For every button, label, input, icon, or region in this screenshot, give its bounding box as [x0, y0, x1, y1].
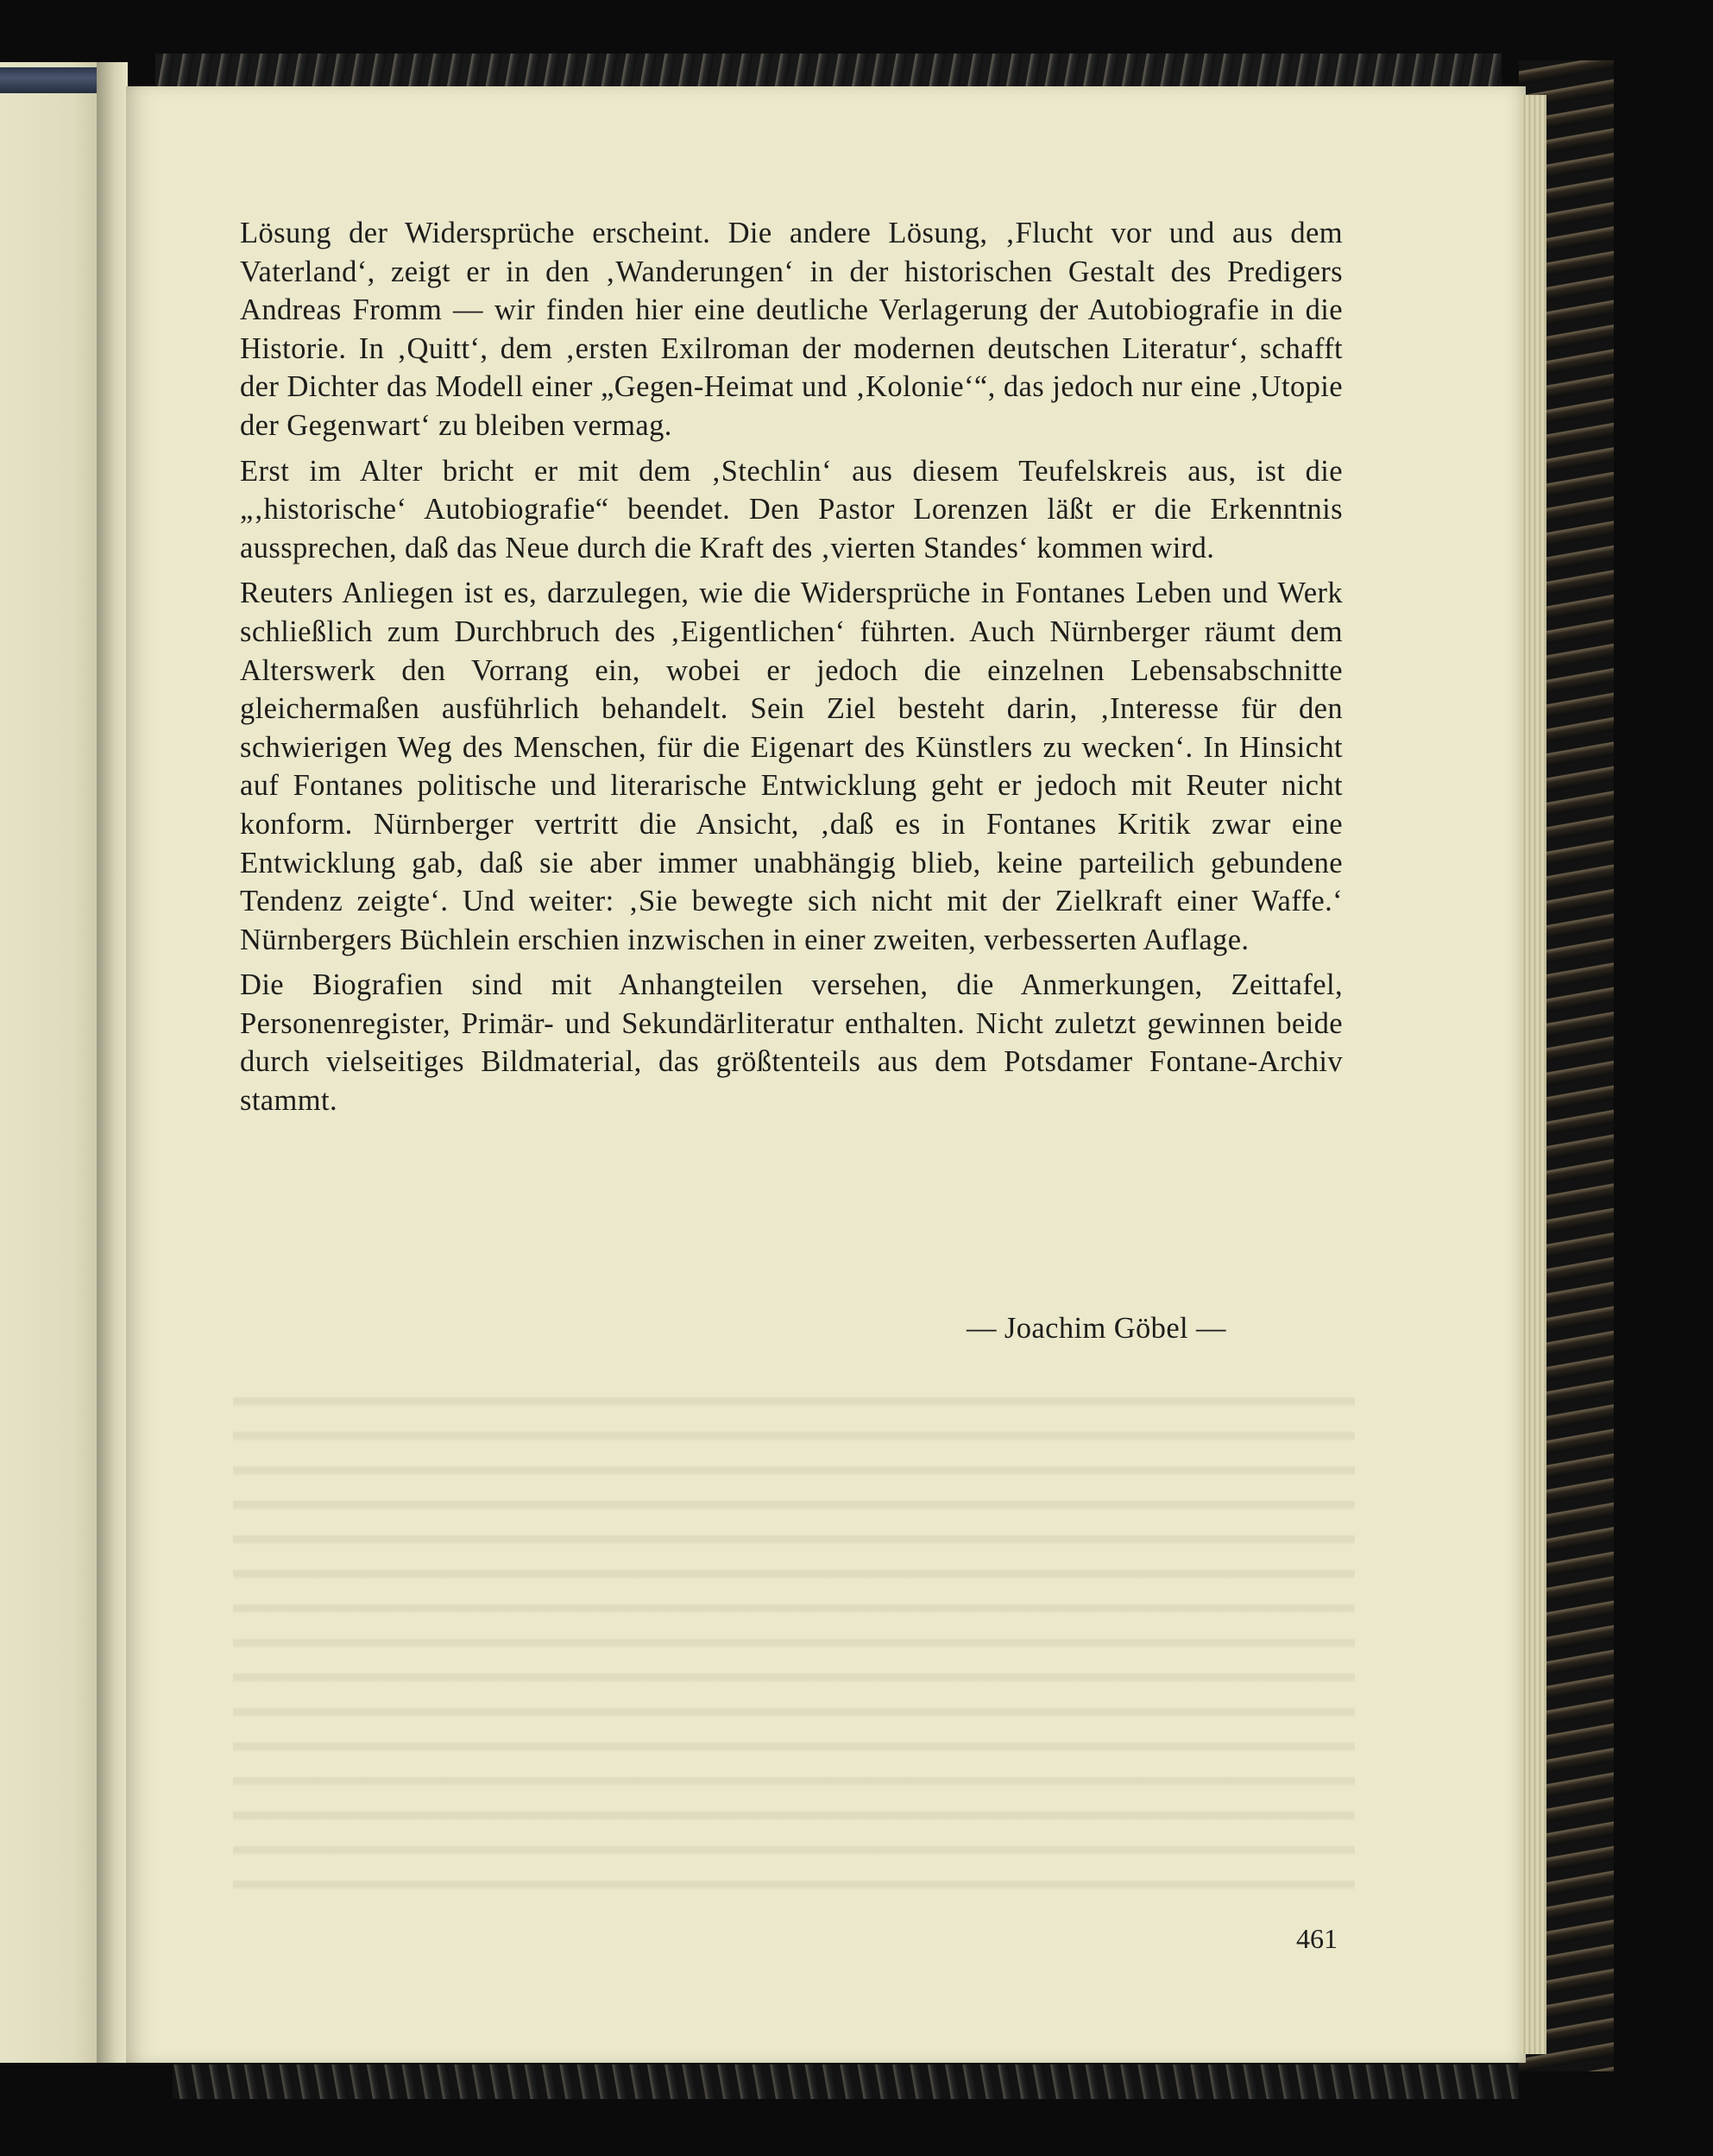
show-through-text — [233, 1372, 1355, 1890]
author-signature: — Joachim Göbel — — [967, 1312, 1226, 1345]
facing-page-edge — [0, 62, 104, 2063]
paragraph: Lösung der Widersprüche erscheint. Die andere Lösung, ‚Flucht vor und aus dem Vaterland‘, zeigt er in den ‚Wanderungen‘ in der historischen Gestalt des Predigers Andreas Fromm — wir finden hier eine deutliche Verlagerung der Autobiografie in die Historie. In ‚Quitt‘, dem ‚ersten Exilroman der modernen deutschen Literatur‘, schafft der Dichter das Modell einer „Gegen-Heimat und ‚Kolonie‘“, das jedoch nur eine ‚Utopie der Gegenwart‘ zu bleiben vermag. — [240, 217, 1343, 442]
page-stack-edge — [1521, 95, 1546, 2054]
book-edge-top — [155, 54, 1502, 90]
book-edge-bottom — [173, 2065, 1519, 2099]
book-cover-band — [0, 67, 99, 93]
book-gutter — [97, 62, 128, 2063]
page-number: 461 — [1296, 1923, 1338, 1954]
paragraph: Die Biografien sind mit Anhangteilen versehen, die Anmerkungen, Zeittafel, Personenregister, Primär- und Sekundärliteratur enthalten. Nicht zuletzt gewinnen beide durch vielseitiges Bildmaterial, das größtenteils aus dem Potsdamer Fontane-Archiv stammt. — [240, 968, 1343, 1118]
paragraph: Reuters Anliegen ist es, darzulegen, wie die Widersprüche in Fontanes Leben und Werk schließlich zum Durchbruch des ‚Eigentlichen‘ führten. Auch Nürnberger räumt dem Alterswerk den Vorrang ein, wobei er jedoch die einzelnen Lebensabschnitte gleichermaßen ausführlich behandelt. Sein Ziel besteht darin, ‚Interesse für den schwierigen Weg des Menschen, für die Eigenart des Künstlers zu wecken‘. In Hinsicht auf Fontanes politische und literarische Entwicklung geht er jedoch mit Reuter nicht konform. Nürnberger vertritt die Ansicht, ‚daß es in Fontanes Kritik zwar eine Entwicklung gab, daß sie aber immer unabhängig blieb, keine parteilich gebundene Tendenz zeigte‘. Und weiter: ‚Sie bewegte sich nicht mit der Zielkraft einer Waffe.‘ Nürnbergers Büchlein erschien inzwischen in einer zweiten, verbesserten Auflage. — [240, 577, 1343, 956]
paragraph: Erst im Alter bricht er mit dem ‚Stechlin‘ aus diesem Teufelskreis aus, ist die „‚historische‘ Autobiografie“ beendet. Den Pastor Lorenzen läßt er die Erkenntnis aussprechen, daß das Neue durch die Kraft des ‚vierten Standes‘ kommen wird. — [240, 454, 1343, 564]
body-text — [240, 214, 1343, 1127]
